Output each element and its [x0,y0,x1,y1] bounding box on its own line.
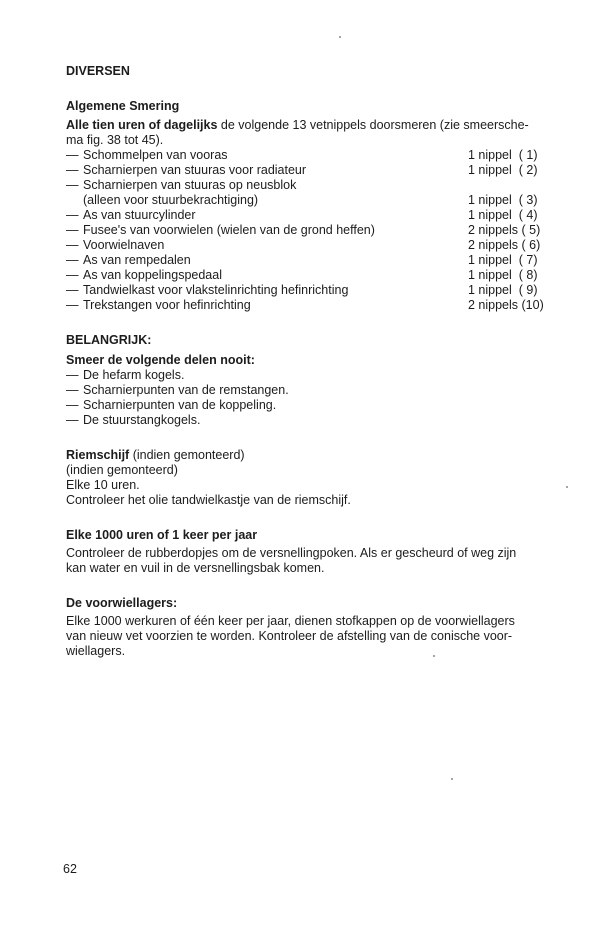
lubrication-item [66,223,548,238]
never-lubricate-item [66,413,548,428]
lubrication-item [66,268,548,283]
lubrication-item-quantity: 1 nippel ( 1) [468,148,538,162]
list-dash: — [66,398,79,412]
important-subtitle: Smeer de volgende delen nooit: [66,353,255,367]
lubrication-item-quantity: 1 nippel ( 8) [468,268,538,282]
lubrication-item-quantity: 1 nippel ( 7) [468,253,538,267]
pulley-title-rest: (indien gemonteerd) [129,448,245,462]
list-dash: — [66,253,79,267]
general-lubrication-title: Algemene Smering [66,99,180,113]
bearings-line2: van nieuw vet voorzien te worden. Kontroleer de afstelling van de conische voor- [66,629,513,643]
pulley-title-bold: Riemschijf [66,448,130,462]
bearings-line1: Elke 1000 werkuren of één keer per jaar, dienen stofkappen op de voorwiellagers [66,614,515,628]
lubrication-item-text: Scharnierpen van stuuras op neusblok [83,178,297,192]
never-lubricate-list [66,368,548,428]
pulley-title [66,448,548,463]
lubrication-item-quantity: 2 nippels ( 6) [468,238,541,252]
never-lubricate-item-text: De stuurstangkogels. [83,413,201,427]
lubrication-item-text: (alleen voor stuurbekrachtiging) [83,193,259,207]
page-number: 62 [63,862,77,876]
list-dash: — [66,223,79,237]
lubrication-item-text: Scharnierpen van stuuras voor radiateur [83,163,307,177]
lubrication-item [66,193,548,208]
lubrication-item-text: Voorwielnaven [83,238,165,252]
yearly-line2: kan water en vuil in de versnellingsbak komen. [66,561,325,575]
scan-speck [451,778,453,780]
never-lubricate-item-text: Scharnierpunten van de remstangen. [83,383,289,397]
lubrication-item [66,238,548,253]
lubrication-item [66,253,548,268]
never-lubricate-item [66,383,548,398]
pulley-line3: Controleer het olie tandwielkastje van de riemschijf. [66,493,351,507]
important-title: BELANGRIJK: [66,333,152,347]
lubrication-item [66,208,548,223]
lubrication-item [66,298,548,313]
scan-speck [433,655,435,657]
yearly-title: Elke 1000 uren of 1 keer per jaar [66,528,258,542]
lubrication-item-quantity: 2 nippels ( 5) [468,223,541,237]
list-dash: — [66,178,79,192]
lubrication-item-text: Schommelpen van vooras [83,148,228,162]
scan-speck [339,36,341,38]
lubrication-item-text: As van rempedalen [83,253,191,267]
list-dash: — [66,148,79,162]
list-dash: — [66,413,79,427]
intro-line2: ma fig. 38 tot 45). [66,133,164,147]
list-dash: — [66,368,79,382]
document-page [66,64,548,659]
pulley-line1: (indien gemonteerd) [66,463,178,477]
pulley-line2: Elke 10 uren. [66,478,140,492]
lubrication-item-quantity: 1 nippel ( 4) [468,208,538,222]
list-dash: — [66,298,79,312]
lubrication-item-quantity: 1 nippel ( 2) [468,163,538,177]
bearings-line3: wiellagers. [66,644,126,658]
intro-line1: de volgende 13 vetnippels doorsmeren (zie smeersche- [217,118,529,132]
never-lubricate-item-text: De hefarm kogels. [83,368,185,382]
general-intro [66,118,548,133]
list-dash: — [66,238,79,252]
bearings-title: De voorwiellagers: [66,596,178,610]
lubrication-item-text: Tandwielkast voor vlakstelinrichting hefinrichting [83,283,349,297]
lubrication-item-text: Fusee's van voorwielen (wielen van de grond heffen) [83,223,375,237]
lubrication-item [66,148,548,163]
lubrication-item-quantity: 1 nippel ( 3) [468,193,538,207]
lubrication-item-text: As van koppelingspedaal [83,268,222,282]
lubrication-item [66,178,548,193]
lubrication-item-text: As van stuurcylinder [83,208,196,222]
lubrication-item [66,163,548,178]
list-dash: — [66,163,79,177]
section-heading: DIVERSEN [66,64,130,78]
intro-bold: Alle tien uren of dagelijks [66,118,218,132]
list-dash: — [66,383,79,397]
lubrication-item-quantity: 2 nippels (10) [468,298,544,312]
never-lubricate-item [66,368,548,383]
lubrication-item-text: Trekstangen voor hefinrichting [83,298,251,312]
scan-speck [566,486,568,488]
lubrication-item-quantity: 1 nippel ( 9) [468,283,538,297]
lubrication-list [66,148,548,313]
lubrication-item [66,283,548,298]
never-lubricate-item-text: Scharnierpunten van de koppeling. [83,398,277,412]
list-dash: — [66,283,79,297]
never-lubricate-item [66,398,548,413]
list-dash: — [66,208,79,222]
yearly-line1: Controleer de rubberdopjes om de versnellingpoken. Als er gescheurd of weg zijn [66,546,517,560]
list-dash: — [66,268,79,282]
